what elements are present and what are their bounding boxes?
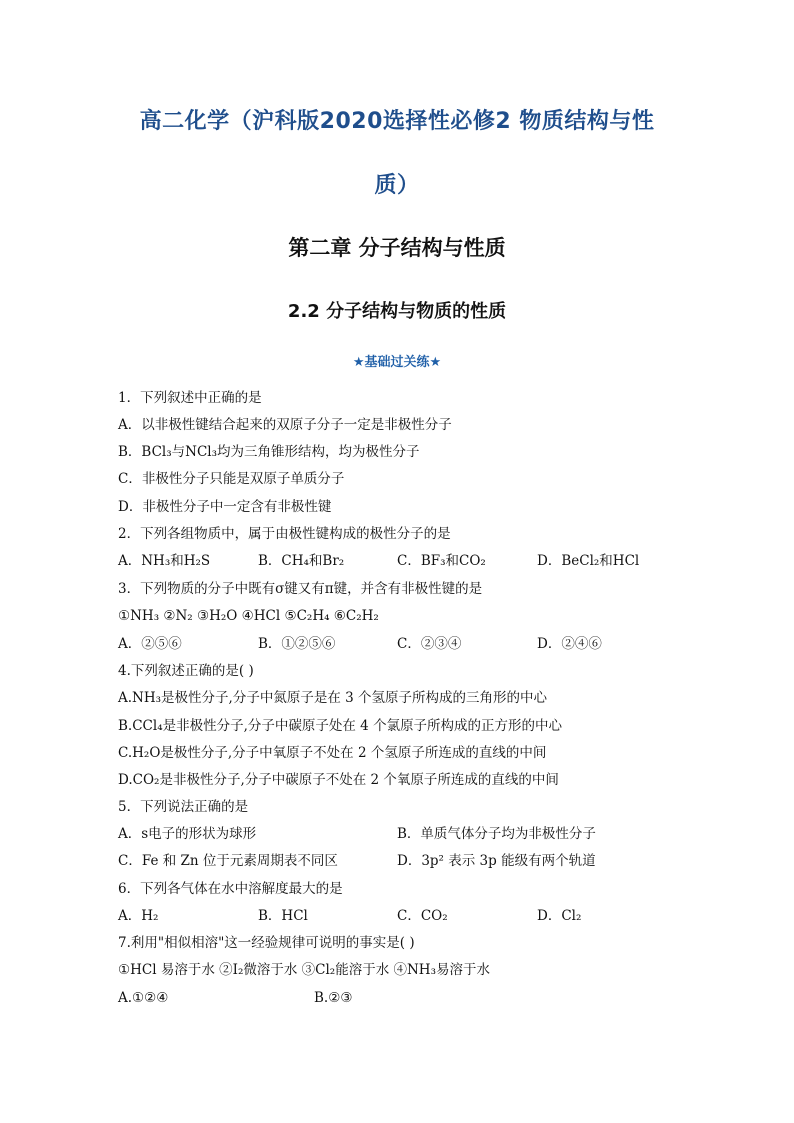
question-2-option-a: A．NH₃和H₂S bbox=[118, 553, 211, 569]
question-5-stem: 5．下列说法正确的是 bbox=[118, 799, 249, 815]
question-1-option-c: C．非极性分子只能是双原子单质分子 bbox=[118, 471, 345, 487]
question-3-stem: 3．下列物质的分子中既有σ键又有π键，并含有非极性键的是 bbox=[118, 581, 483, 597]
question-6-option-a: A．H₂ bbox=[118, 908, 159, 924]
chapter-heading: 第二章 分子结构与性质 bbox=[288, 236, 506, 260]
question-6-option-c: C．CO₂ bbox=[397, 908, 448, 924]
question-1-option-a: A．以非极性键结合起来的双原子分子一定是非极性分子 bbox=[118, 417, 452, 433]
question-2-option-d: D．BeCl₂和HCl bbox=[537, 553, 640, 569]
question-3-items: ①NH₃ ②N₂ ③H₂O ④HCl ⑤C₂H₄ ⑥C₂H₂ bbox=[118, 608, 379, 624]
question-4-option-d: D.CO₂是非极性分子,分子中碳原子不处在 2 个氧原子所连成的直线的中间 bbox=[118, 772, 559, 788]
question-3-option-b: B．①②⑤⑥ bbox=[258, 636, 336, 652]
exercise-subheading: ★基础过关练★ bbox=[352, 355, 442, 370]
question-7-option-a: A.①②④ bbox=[118, 990, 169, 1006]
question-1-stem: 1．下列叙述中正确的是 bbox=[118, 390, 262, 406]
question-6-option-d: D．Cl₂ bbox=[537, 908, 582, 924]
question-2-stem: 2．下列各组物质中，属于由极性键构成的极性分子的是 bbox=[118, 526, 451, 542]
question-3-option-d: D．②④⑥ bbox=[537, 636, 602, 652]
question-5-option-d: D．3p² 表示 3p 能级有两个轨道 bbox=[397, 853, 596, 869]
question-1-option-b: B．BCl₃与NCl₃均为三角锥形结构，均为极性分子 bbox=[118, 444, 420, 460]
question-7-items: ①HCl 易溶于水 ②I₂微溶于水 ③Cl₂能溶于水 ④NH₃易溶于水 bbox=[118, 962, 490, 978]
section-heading: 2.2 分子结构与物质的性质 bbox=[287, 301, 507, 322]
question-7-option-b: B.②③ bbox=[314, 990, 353, 1006]
question-2-option-b: B．CH₄和Br₂ bbox=[258, 553, 345, 569]
question-6-option-b: B．HCl bbox=[258, 908, 308, 924]
question-4-stem: 4.下列叙述正确的是( ) bbox=[118, 663, 254, 679]
question-6-stem: 6．下列各气体在水中溶解度最大的是 bbox=[118, 881, 343, 897]
question-3-option-a: A．②⑤⑥ bbox=[118, 636, 182, 652]
question-5-option-c: C．Fe 和 Zn 位于元素周期表不同区 bbox=[118, 853, 338, 869]
question-5-option-a: A．s电子的形状为球形 bbox=[118, 826, 257, 842]
question-3-option-c: C．②③④ bbox=[397, 636, 462, 652]
question-5-option-b: B．单质气体分子均为非极性分子 bbox=[397, 826, 596, 842]
question-2-option-c: C．BF₃和CO₂ bbox=[397, 553, 486, 569]
document-title-line1: 高二化学（沪科版2020选择性必修2 物质结构与性 bbox=[139, 109, 655, 134]
question-4-option-c: C.H₂O是极性分子,分子中氧原子不处在 2 个氢原子所连成的直线的中间 bbox=[118, 745, 547, 761]
question-7-stem: 7.利用"相似相溶"这一经验规律可说明的事实是( ) bbox=[118, 935, 415, 951]
document-title-line2: 质） bbox=[374, 173, 420, 198]
question-4-option-a: A.NH₃是极性分子,分子中氮原子是在 3 个氢原子所构成的三角形的中心 bbox=[118, 690, 547, 706]
question-4-option-b: B.CCl₄是非极性分子,分子中碳原子处在 4 个氯原子所构成的正方形的中心 bbox=[118, 718, 563, 734]
question-1-option-d: D．非极性分子中一定含有非极性键 bbox=[118, 499, 332, 515]
